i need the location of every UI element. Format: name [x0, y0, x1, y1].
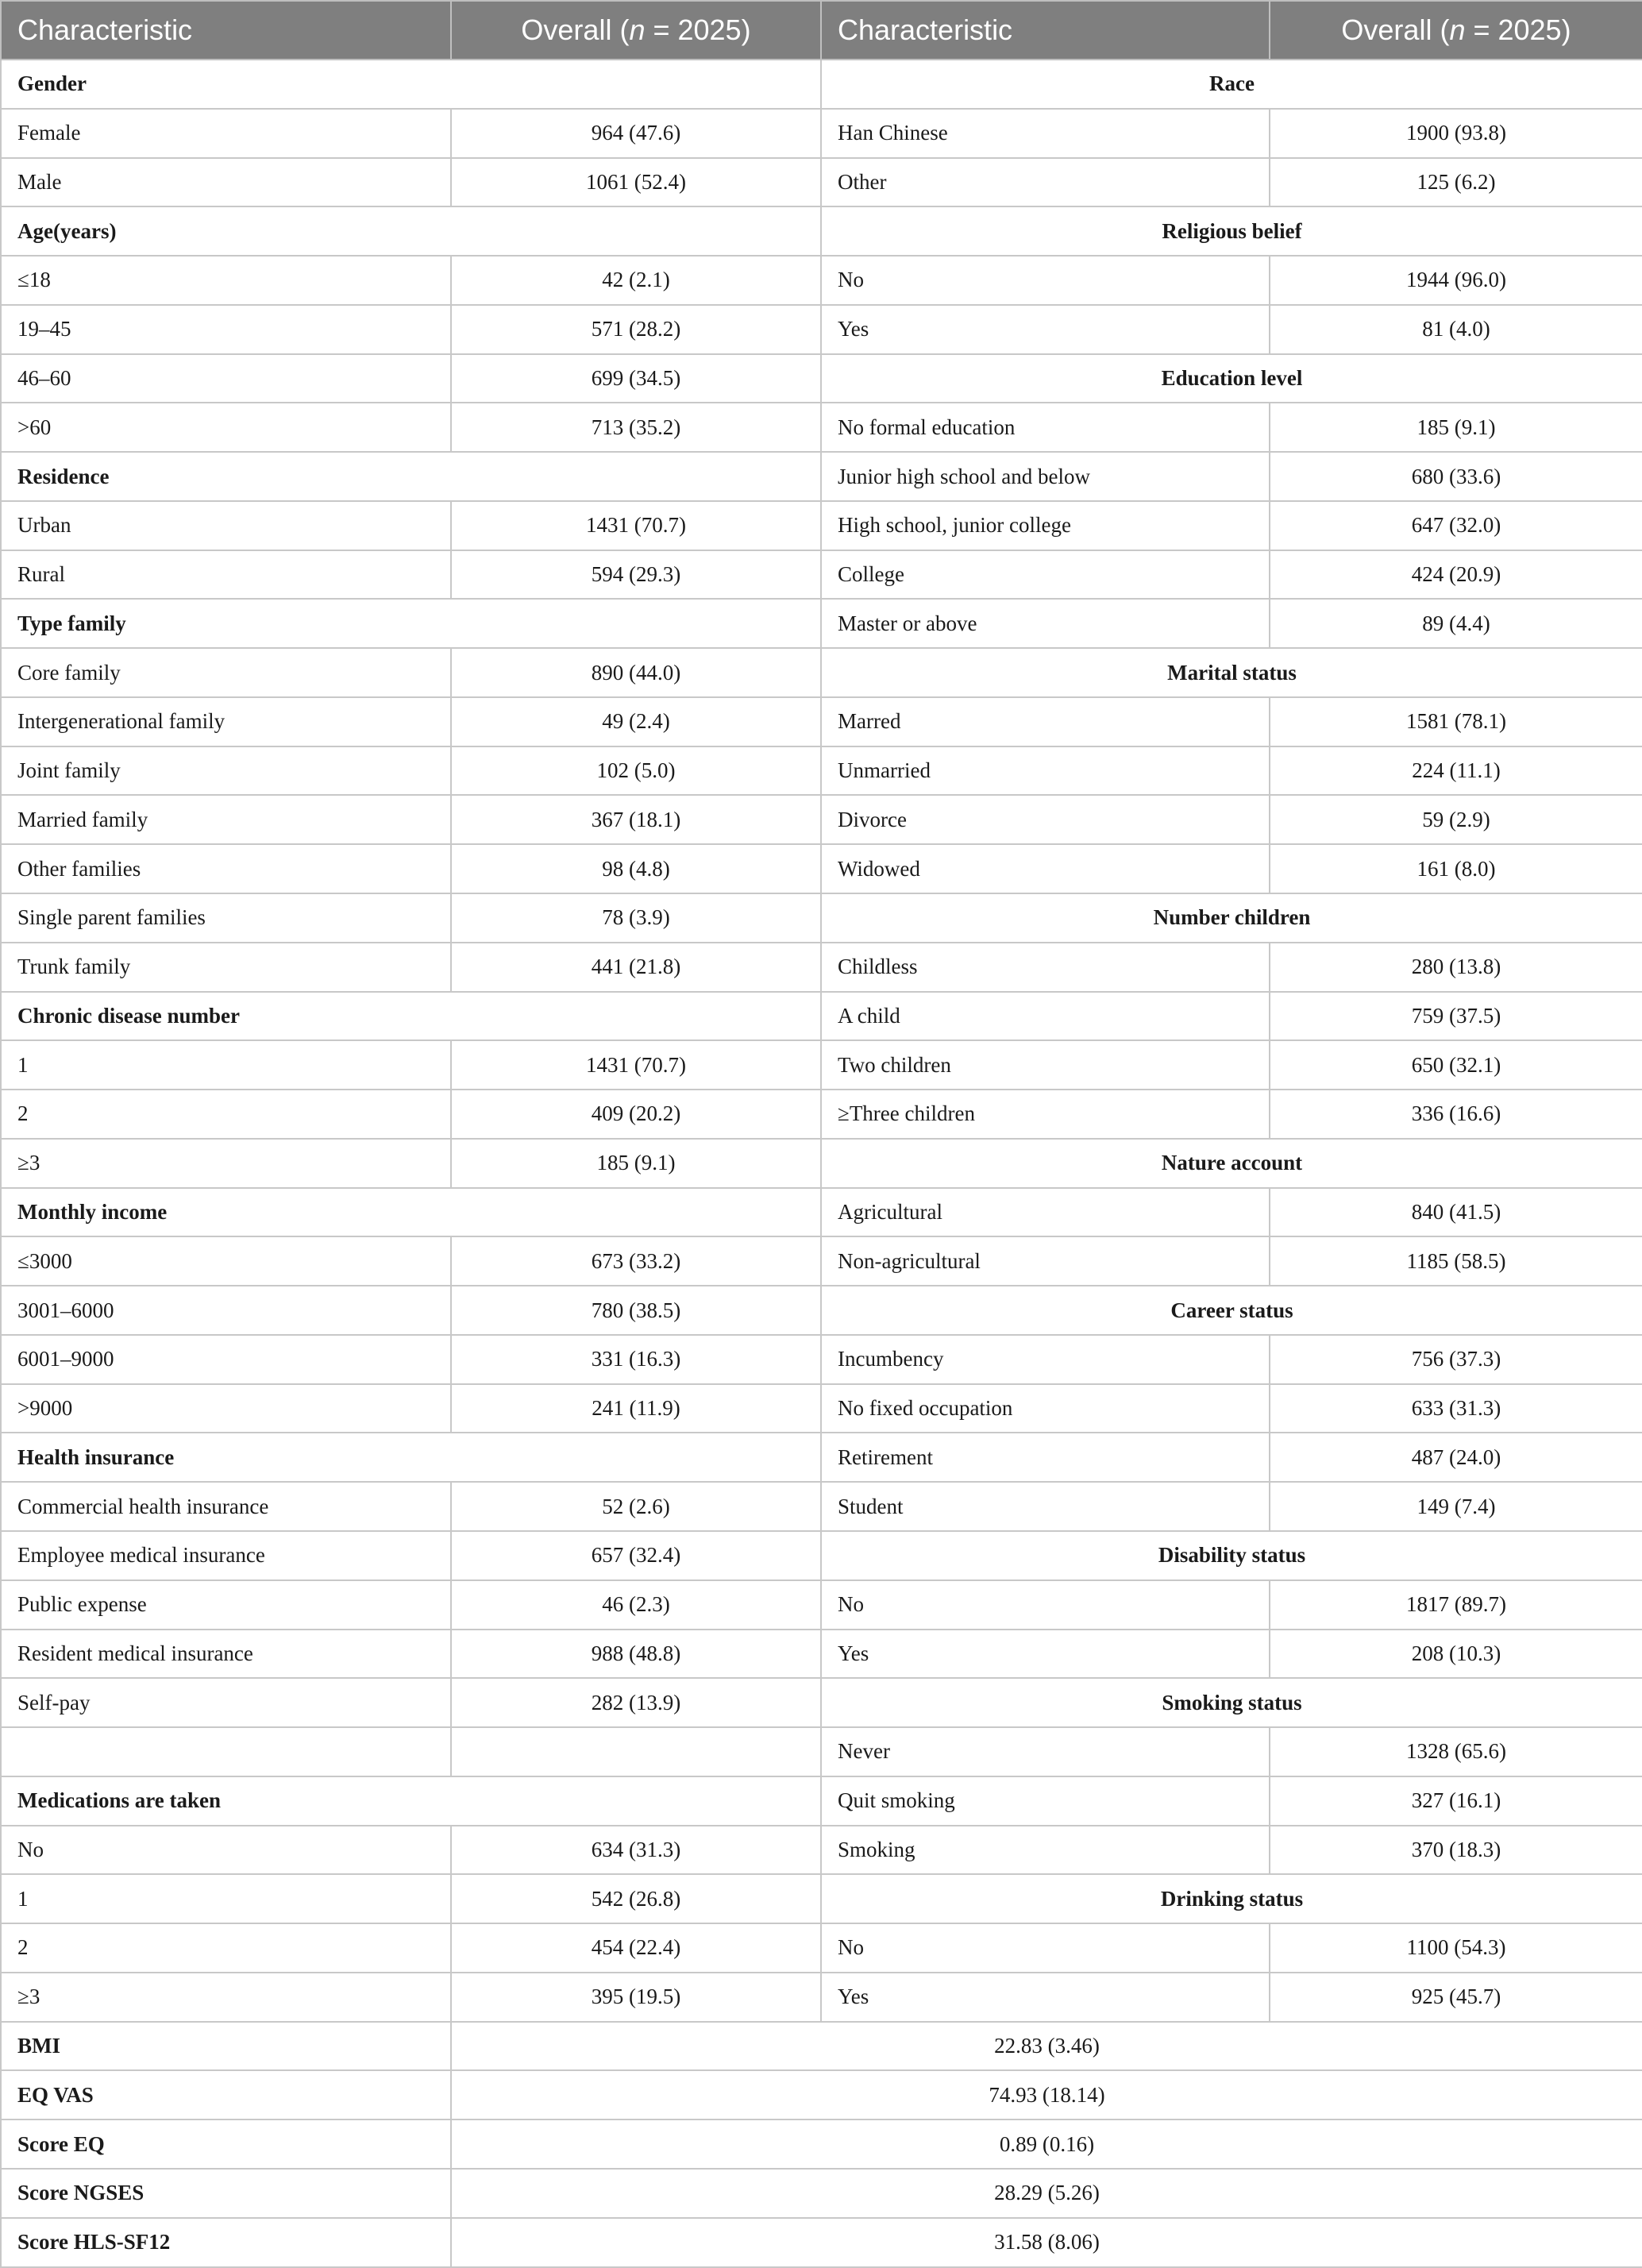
- row-value-right: 280 (13.8): [1270, 943, 1642, 992]
- row-label-left: 2: [1, 1923, 451, 1973]
- row-label-left: Trunk family: [1, 943, 451, 992]
- row-value-right: 1100 (54.3): [1270, 1923, 1642, 1973]
- table-row: [1, 1482, 1642, 1531]
- section-heading-left: Gender: [1, 60, 821, 109]
- row-label-right: Master or above: [821, 599, 1270, 648]
- row-value-right: 370 (18.3): [1270, 1826, 1642, 1875]
- section-heading-right: Race: [821, 60, 1642, 109]
- summary-value: 74.93 (18.14): [451, 2070, 1642, 2120]
- row-label-right: Incumbency: [821, 1335, 1270, 1384]
- row-value-left: 571 (28.2): [451, 305, 821, 354]
- table-row: [1, 158, 1642, 207]
- row-label-left: No: [1, 1826, 451, 1875]
- section-heading-left: Age(years): [1, 206, 821, 256]
- summary-label: Score NGSES: [1, 2169, 451, 2218]
- row-value-left: 594 (29.3): [451, 550, 821, 600]
- row-value-right: 759 (37.5): [1270, 992, 1642, 1041]
- row-label-right: No: [821, 1923, 1270, 1973]
- row-value-left: 780 (38.5): [451, 1286, 821, 1335]
- row-label-left: Female: [1, 109, 451, 158]
- row-label-left: Married family: [1, 795, 451, 844]
- row-value-left: 713 (35.2): [451, 403, 821, 452]
- table-row: [1, 1531, 1642, 1580]
- header-overall-left-prefix: Overall (: [521, 14, 630, 46]
- row-value-right: 81 (4.0): [1270, 305, 1642, 354]
- row-value-left: 282 (13.9): [451, 1678, 821, 1727]
- header-characteristic-left: Characteristic: [1, 1, 451, 60]
- header-overall-right-n: n: [1449, 14, 1466, 46]
- row-value-right: 89 (4.4): [1270, 599, 1642, 648]
- row-value-left: 1061 (52.4): [451, 158, 821, 207]
- table-row: [1, 648, 1642, 697]
- table-row: [1, 1433, 1642, 1482]
- section-heading-right: Education level: [821, 354, 1642, 403]
- section-heading-right: Nature account: [821, 1139, 1642, 1188]
- summary-label: Score EQ: [1, 2120, 451, 2169]
- row-value-left: 657 (32.4): [451, 1531, 821, 1580]
- section-heading-left: Medications are taken: [1, 1776, 821, 1826]
- row-label-right: Unmarried: [821, 746, 1270, 796]
- row-value-right: 925 (45.7): [1270, 1973, 1642, 2022]
- row-value-right: 1328 (65.6): [1270, 1727, 1642, 1776]
- row-value-right: 327 (16.1): [1270, 1776, 1642, 1826]
- row-value-right: 224 (11.1): [1270, 746, 1642, 796]
- row-value-right: 647 (32.0): [1270, 501, 1642, 550]
- table-row: [1, 256, 1642, 305]
- row-label-right: Han Chinese: [821, 109, 1270, 158]
- row-label-right: College: [821, 550, 1270, 600]
- table-row: [1, 1040, 1642, 1090]
- row-label-left: Resident medical insurance: [1, 1630, 451, 1679]
- row-value-right: 840 (41.5): [1270, 1188, 1642, 1237]
- row-label-right: Never: [821, 1727, 1270, 1776]
- summary-label: BMI: [1, 2022, 451, 2071]
- row-label-right: Non-agricultural: [821, 1236, 1270, 1286]
- row-label-right: Two children: [821, 1040, 1270, 1090]
- summary-value: 22.83 (3.46): [451, 2022, 1642, 2071]
- row-label-right: Widowed: [821, 844, 1270, 893]
- row-value-left: 395 (19.5): [451, 1973, 821, 2022]
- table-row: [1, 943, 1642, 992]
- row-label-left: ≥3: [1, 1139, 451, 1188]
- row-value-right: 487 (24.0): [1270, 1433, 1642, 1482]
- table-row: [1, 1139, 1642, 1188]
- row-label-right: Smoking: [821, 1826, 1270, 1875]
- row-value-left: 78 (3.9): [451, 893, 821, 943]
- row-value-right: 633 (31.3): [1270, 1384, 1642, 1433]
- row-value-right: 336 (16.6): [1270, 1090, 1642, 1139]
- row-value-right: 1900 (93.8): [1270, 109, 1642, 158]
- row-value-right: 756 (37.3): [1270, 1335, 1642, 1384]
- row-label-right: Divorce: [821, 795, 1270, 844]
- row-value-left: 673 (33.2): [451, 1236, 821, 1286]
- summary-label: EQ VAS: [1, 2070, 451, 2120]
- table-row: [1, 697, 1642, 746]
- row-value-left: 988 (48.8): [451, 1630, 821, 1679]
- row-value-left: 52 (2.6): [451, 1482, 821, 1531]
- table-row: [1, 60, 1642, 109]
- row-label-left: Urban: [1, 501, 451, 550]
- row-value-right: 1581 (78.1): [1270, 697, 1642, 746]
- section-heading-right: Marital status: [821, 648, 1642, 697]
- section-heading-right: Religious belief: [821, 206, 1642, 256]
- table-row: [1, 1580, 1642, 1630]
- row-label-right: No: [821, 256, 1270, 305]
- row-value-left: 964 (47.6): [451, 109, 821, 158]
- table-row: [1, 1630, 1642, 1679]
- row-value-right: 1817 (89.7): [1270, 1580, 1642, 1630]
- row-label-right: No: [821, 1580, 1270, 1630]
- row-label-left: Joint family: [1, 746, 451, 796]
- row-label-left: Employee medical insurance: [1, 1531, 451, 1580]
- row-value-right: 1185 (58.5): [1270, 1236, 1642, 1286]
- row-value-right: 680 (33.6): [1270, 452, 1642, 501]
- summary-row: [1, 2022, 1642, 2071]
- header-row: [1, 1, 1642, 60]
- row-value-right: 1944 (96.0): [1270, 256, 1642, 305]
- row-value-right: 59 (2.9): [1270, 795, 1642, 844]
- table-row: [1, 1727, 1642, 1776]
- row-value-left: 367 (18.1): [451, 795, 821, 844]
- table-row: [1, 1384, 1642, 1433]
- table-row: [1, 1335, 1642, 1384]
- row-label-left: ≥3: [1, 1973, 451, 2022]
- row-label-left: 1: [1, 1874, 451, 1923]
- section-heading-right: Career status: [821, 1286, 1642, 1335]
- row-label-right: Yes: [821, 305, 1270, 354]
- table-row: [1, 1973, 1642, 2022]
- row-value-left: 890 (44.0): [451, 648, 821, 697]
- table-row: [1, 599, 1642, 648]
- table-row: [1, 1874, 1642, 1923]
- row-label-left: Public expense: [1, 1580, 451, 1630]
- row-label-left: [1, 1727, 451, 1776]
- row-label-right: Marred: [821, 697, 1270, 746]
- row-label-left: ≤18: [1, 256, 451, 305]
- row-value-left: 454 (22.4): [451, 1923, 821, 1973]
- row-value-left: 441 (21.8): [451, 943, 821, 992]
- section-heading-right: Drinking status: [821, 1874, 1642, 1923]
- row-value-left: 634 (31.3): [451, 1826, 821, 1875]
- row-label-left: Intergenerational family: [1, 697, 451, 746]
- summary-row: [1, 2218, 1642, 2267]
- row-value-left: 409 (20.2): [451, 1090, 821, 1139]
- row-value-left: 699 (34.5): [451, 354, 821, 403]
- table-row: [1, 1923, 1642, 1973]
- row-label-left: Single parent families: [1, 893, 451, 943]
- row-label-right: Quit smoking: [821, 1776, 1270, 1826]
- row-value-right: 424 (20.9): [1270, 550, 1642, 600]
- row-value-right: 161 (8.0): [1270, 844, 1642, 893]
- table-body: [1, 60, 1642, 2267]
- row-value-right: 185 (9.1): [1270, 403, 1642, 452]
- row-label-left: Self-pay: [1, 1678, 451, 1727]
- row-label-right: Agricultural: [821, 1188, 1270, 1237]
- row-label-left: Other families: [1, 844, 451, 893]
- summary-row: [1, 2169, 1642, 2218]
- row-label-left: >60: [1, 403, 451, 452]
- row-label-left: Commercial health insurance: [1, 1482, 451, 1531]
- table-row: [1, 305, 1642, 354]
- table-row: [1, 1188, 1642, 1237]
- table-row: [1, 746, 1642, 796]
- table-row: [1, 1826, 1642, 1875]
- row-label-right: A child: [821, 992, 1270, 1041]
- row-label-left: >9000: [1, 1384, 451, 1433]
- row-value-left: 542 (26.8): [451, 1874, 821, 1923]
- section-heading-left: Health insurance: [1, 1433, 821, 1482]
- row-value-left: 331 (16.3): [451, 1335, 821, 1384]
- row-value-left: 1431 (70.7): [451, 1040, 821, 1090]
- header-overall-right: [1270, 1, 1642, 60]
- section-heading-right: Smoking status: [821, 1678, 1642, 1727]
- row-value-left: 42 (2.1): [451, 256, 821, 305]
- table-row: [1, 844, 1642, 893]
- summary-label: Score HLS-SF12: [1, 2218, 451, 2267]
- table-row: [1, 206, 1642, 256]
- row-value-right: 125 (6.2): [1270, 158, 1642, 207]
- table-row: [1, 550, 1642, 600]
- table-row: [1, 992, 1642, 1041]
- table-row: [1, 501, 1642, 550]
- row-value-left: 46 (2.3): [451, 1580, 821, 1630]
- summary-row: [1, 2070, 1642, 2120]
- header-characteristic-right: Characteristic: [821, 1, 1270, 60]
- table-row: [1, 1776, 1642, 1826]
- row-value-right: 149 (7.4): [1270, 1482, 1642, 1531]
- row-label-right: Student: [821, 1482, 1270, 1531]
- row-label-left: 1: [1, 1040, 451, 1090]
- header-overall-left-suffix: = 2025): [645, 14, 751, 46]
- row-label-right: Yes: [821, 1630, 1270, 1679]
- row-label-right: High school, junior college: [821, 501, 1270, 550]
- row-label-left: 6001–9000: [1, 1335, 451, 1384]
- header-overall-left: [451, 1, 821, 60]
- section-heading-left: Type family: [1, 599, 821, 648]
- table-row: [1, 1286, 1642, 1335]
- summary-value: 0.89 (0.16): [451, 2120, 1642, 2169]
- table-row: [1, 1236, 1642, 1286]
- row-label-right: Childless: [821, 943, 1270, 992]
- row-label-left: Rural: [1, 550, 451, 600]
- table-row: [1, 1090, 1642, 1139]
- table-row: [1, 452, 1642, 501]
- summary-value: 28.29 (5.26): [451, 2169, 1642, 2218]
- table-row: [1, 403, 1642, 452]
- row-label-left: 19–45: [1, 305, 451, 354]
- row-value-left: 1431 (70.7): [451, 501, 821, 550]
- table-row: [1, 795, 1642, 844]
- header-overall-right-prefix: Overall (: [1341, 14, 1450, 46]
- row-value-left: 102 (5.0): [451, 746, 821, 796]
- header-overall-right-suffix: = 2025): [1465, 14, 1571, 46]
- row-label-left: Core family: [1, 648, 451, 697]
- row-label-left: Male: [1, 158, 451, 207]
- row-label-right: ≥Three children: [821, 1090, 1270, 1139]
- row-value-right: 650 (32.1): [1270, 1040, 1642, 1090]
- section-heading-left: Monthly income: [1, 1188, 821, 1237]
- row-label-left: 2: [1, 1090, 451, 1139]
- table-row: [1, 893, 1642, 943]
- row-label-left: 46–60: [1, 354, 451, 403]
- summary-row: [1, 2120, 1642, 2169]
- summary-value: 31.58 (8.06): [451, 2218, 1642, 2267]
- row-value-right: 208 (10.3): [1270, 1630, 1642, 1679]
- section-heading-left: Residence: [1, 452, 821, 501]
- header-overall-left-n: n: [629, 14, 646, 46]
- section-heading-left: Chronic disease number: [1, 992, 821, 1041]
- row-value-left: 241 (11.9): [451, 1384, 821, 1433]
- section-heading-right: Disability status: [821, 1531, 1642, 1580]
- row-label-right: Other: [821, 158, 1270, 207]
- row-value-left: 49 (2.4): [451, 697, 821, 746]
- table-row: [1, 1678, 1642, 1727]
- row-label-right: Junior high school and below: [821, 452, 1270, 501]
- row-value-left: [451, 1727, 821, 1776]
- row-label-right: No formal education: [821, 403, 1270, 452]
- section-heading-right: Number children: [821, 893, 1642, 943]
- table-row: [1, 354, 1642, 403]
- row-label-right: No fixed occupation: [821, 1384, 1270, 1433]
- row-label-left: 3001–6000: [1, 1286, 451, 1335]
- row-label-left: ≤3000: [1, 1236, 451, 1286]
- row-label-right: Yes: [821, 1973, 1270, 2022]
- row-value-left: 185 (9.1): [451, 1139, 821, 1188]
- row-label-right: Retirement: [821, 1433, 1270, 1482]
- row-value-left: 98 (4.8): [451, 844, 821, 893]
- table-row: [1, 109, 1642, 158]
